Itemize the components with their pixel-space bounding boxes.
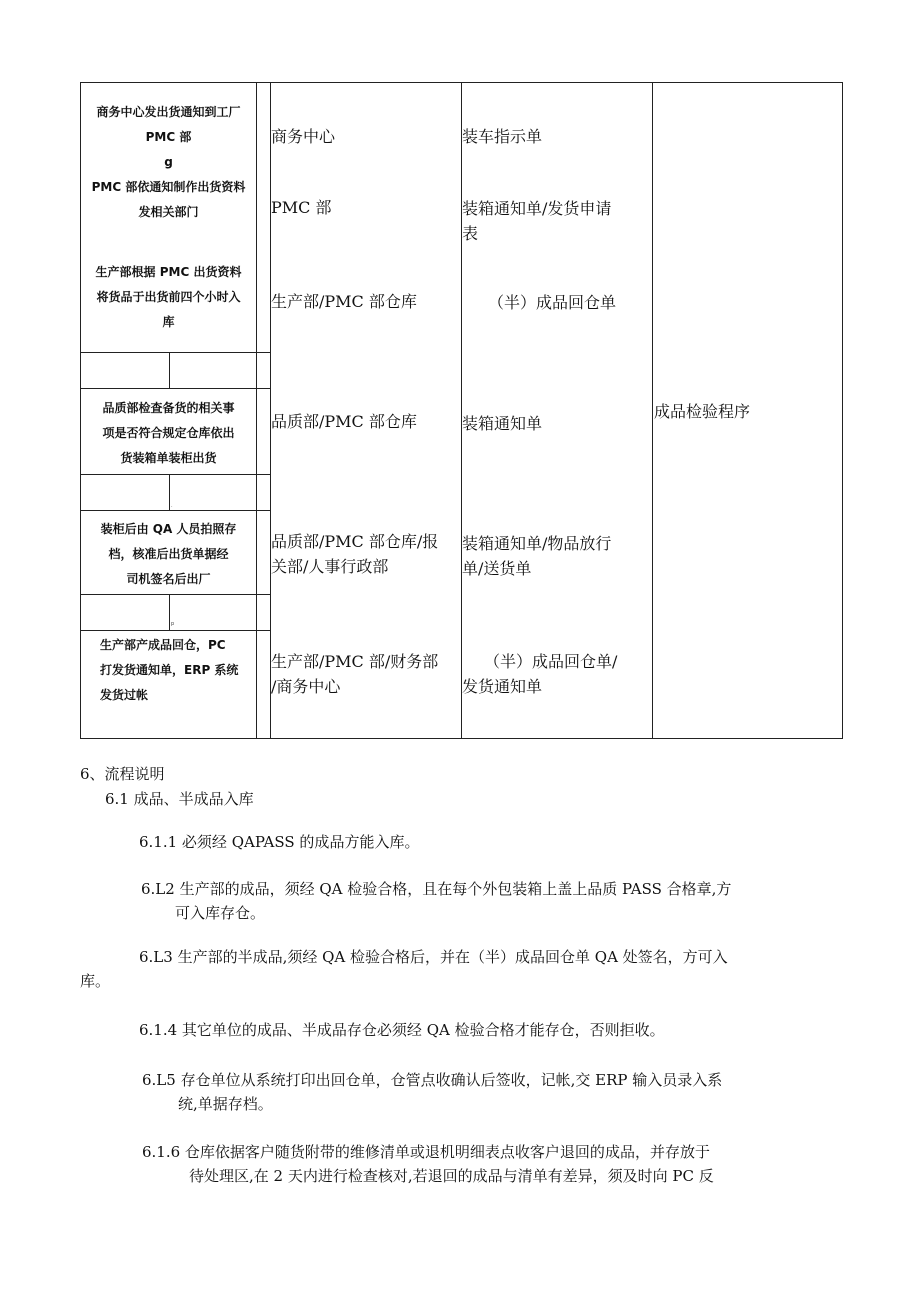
department-cell: 品质部/PMC 部仓库 [271,412,417,431]
flow-step-line: 档，核准后出货单据经 [108,547,229,561]
flow-step-line: 发相关部门 [138,205,199,219]
flow-step-line: 打发货通知单，ERP 系统 [100,663,239,677]
connector-box-border [80,510,270,511]
flow-step-line: 将货品于出货前四个小时入 [96,290,241,304]
related-procedure: 成品检验程序 [654,402,751,421]
paragraph: 6.1.1 必须经 QAPASS 的成品方能入库。 [139,833,420,851]
flow-step-line: 商务中心发出货通知到工厂 [96,105,241,119]
connector-mark: p [171,621,175,627]
flow-step-line: g [164,155,173,169]
flow-step [82,517,255,592]
flow-step [100,633,273,708]
flow-step-line: 库 [162,315,175,329]
document-cell: 装箱通知单/发货申请 表 [462,199,612,243]
flow-step-line: 司机签名后出厂 [126,572,211,586]
department-cell: 商务中心 [271,127,336,146]
table-right-border [842,82,843,739]
flow-step-line: PMC 部 [145,130,192,144]
connector-line [169,594,170,631]
paragraph: 6.L5 存仓单位从系统打印出回仓单，仓管点收确认后签收，记帐,交 ERP 输入员录入系 统,单据存档。 [142,1071,723,1113]
document-cell: （半）成品回仓单/ 发货通知单 [462,652,618,696]
flow-step-line: 货装箱单装柜出货 [120,451,217,465]
connector-line [169,352,170,389]
connector-box-border [80,474,270,475]
department-cell: 生产部/PMC 部/财务部 /商务中心 [271,652,439,696]
connector-box-border [80,352,270,353]
flow-step-line: 装柜后由 QA 人员拍照存 [100,522,237,536]
procedure-column-divider [652,82,653,739]
flow-step-line: 品质部检查备货的相关事 [102,401,235,415]
flow-step [82,396,255,471]
document-cell: 装箱通知单 [462,414,543,433]
section-heading: 6、流程说明 [80,765,165,783]
flow-step-line: 生产部产成品回仓，PC [100,638,226,652]
flow-step-line: 项是否符合规定仓库依出 [102,426,235,440]
connector-box-border [80,630,270,631]
department-cell: 生产部/PMC 部仓库 [271,292,417,311]
connector-box-border [80,388,270,389]
document-cell: 装车指示单 [462,127,543,146]
connector-line [169,474,170,511]
flow-step-line: PMC 部依通知制作出货资料 [91,180,246,194]
document-cell: 装箱通知单/物品放行 单/送货单 [462,534,612,578]
connector-box-border [80,594,270,595]
department-cell: 品质部/PMC 部仓库/报 关部/人事行政部 [271,532,439,576]
table-left-border [80,82,81,739]
document-cell: （半）成品回仓单 [487,293,616,312]
department-cell: PMC 部 [271,198,332,217]
paragraph: 6.L2 生产部的成品，须经 QA 检验合格，且在每个外包装箱上盖上品质 PASS 合格章,方 可入库存仓。 [141,880,732,922]
flow-step-line: 生产部根据 PMC 出货资料 [95,265,242,279]
paragraph: 6.1.6 仓库依据客户随货附带的维修清单或退机明细表点收客户退回的成品，并存放于 待处理区,在 2 天内进行检查核对,若退回的成品与清单有差异，须及时向 PC 反 [142,1143,714,1185]
subsection-heading: 6.1 成品、半成品入库 [105,790,254,808]
flow-step-line: 发货过帐 [100,688,149,702]
flow-step [82,260,255,335]
paragraph: 6.1.4 其它单位的成品、半成品存仓必须经 QA 检验合格才能存仓，否则拒收。 [139,1021,665,1039]
connector-mark: . [171,503,173,509]
flow-step [82,100,255,225]
paragraph: 6.L3 生产部的半成品,须经 QA 检验合格后，并在（半）成品回仓单 QA 处签名，方可入 库。 [80,948,728,990]
